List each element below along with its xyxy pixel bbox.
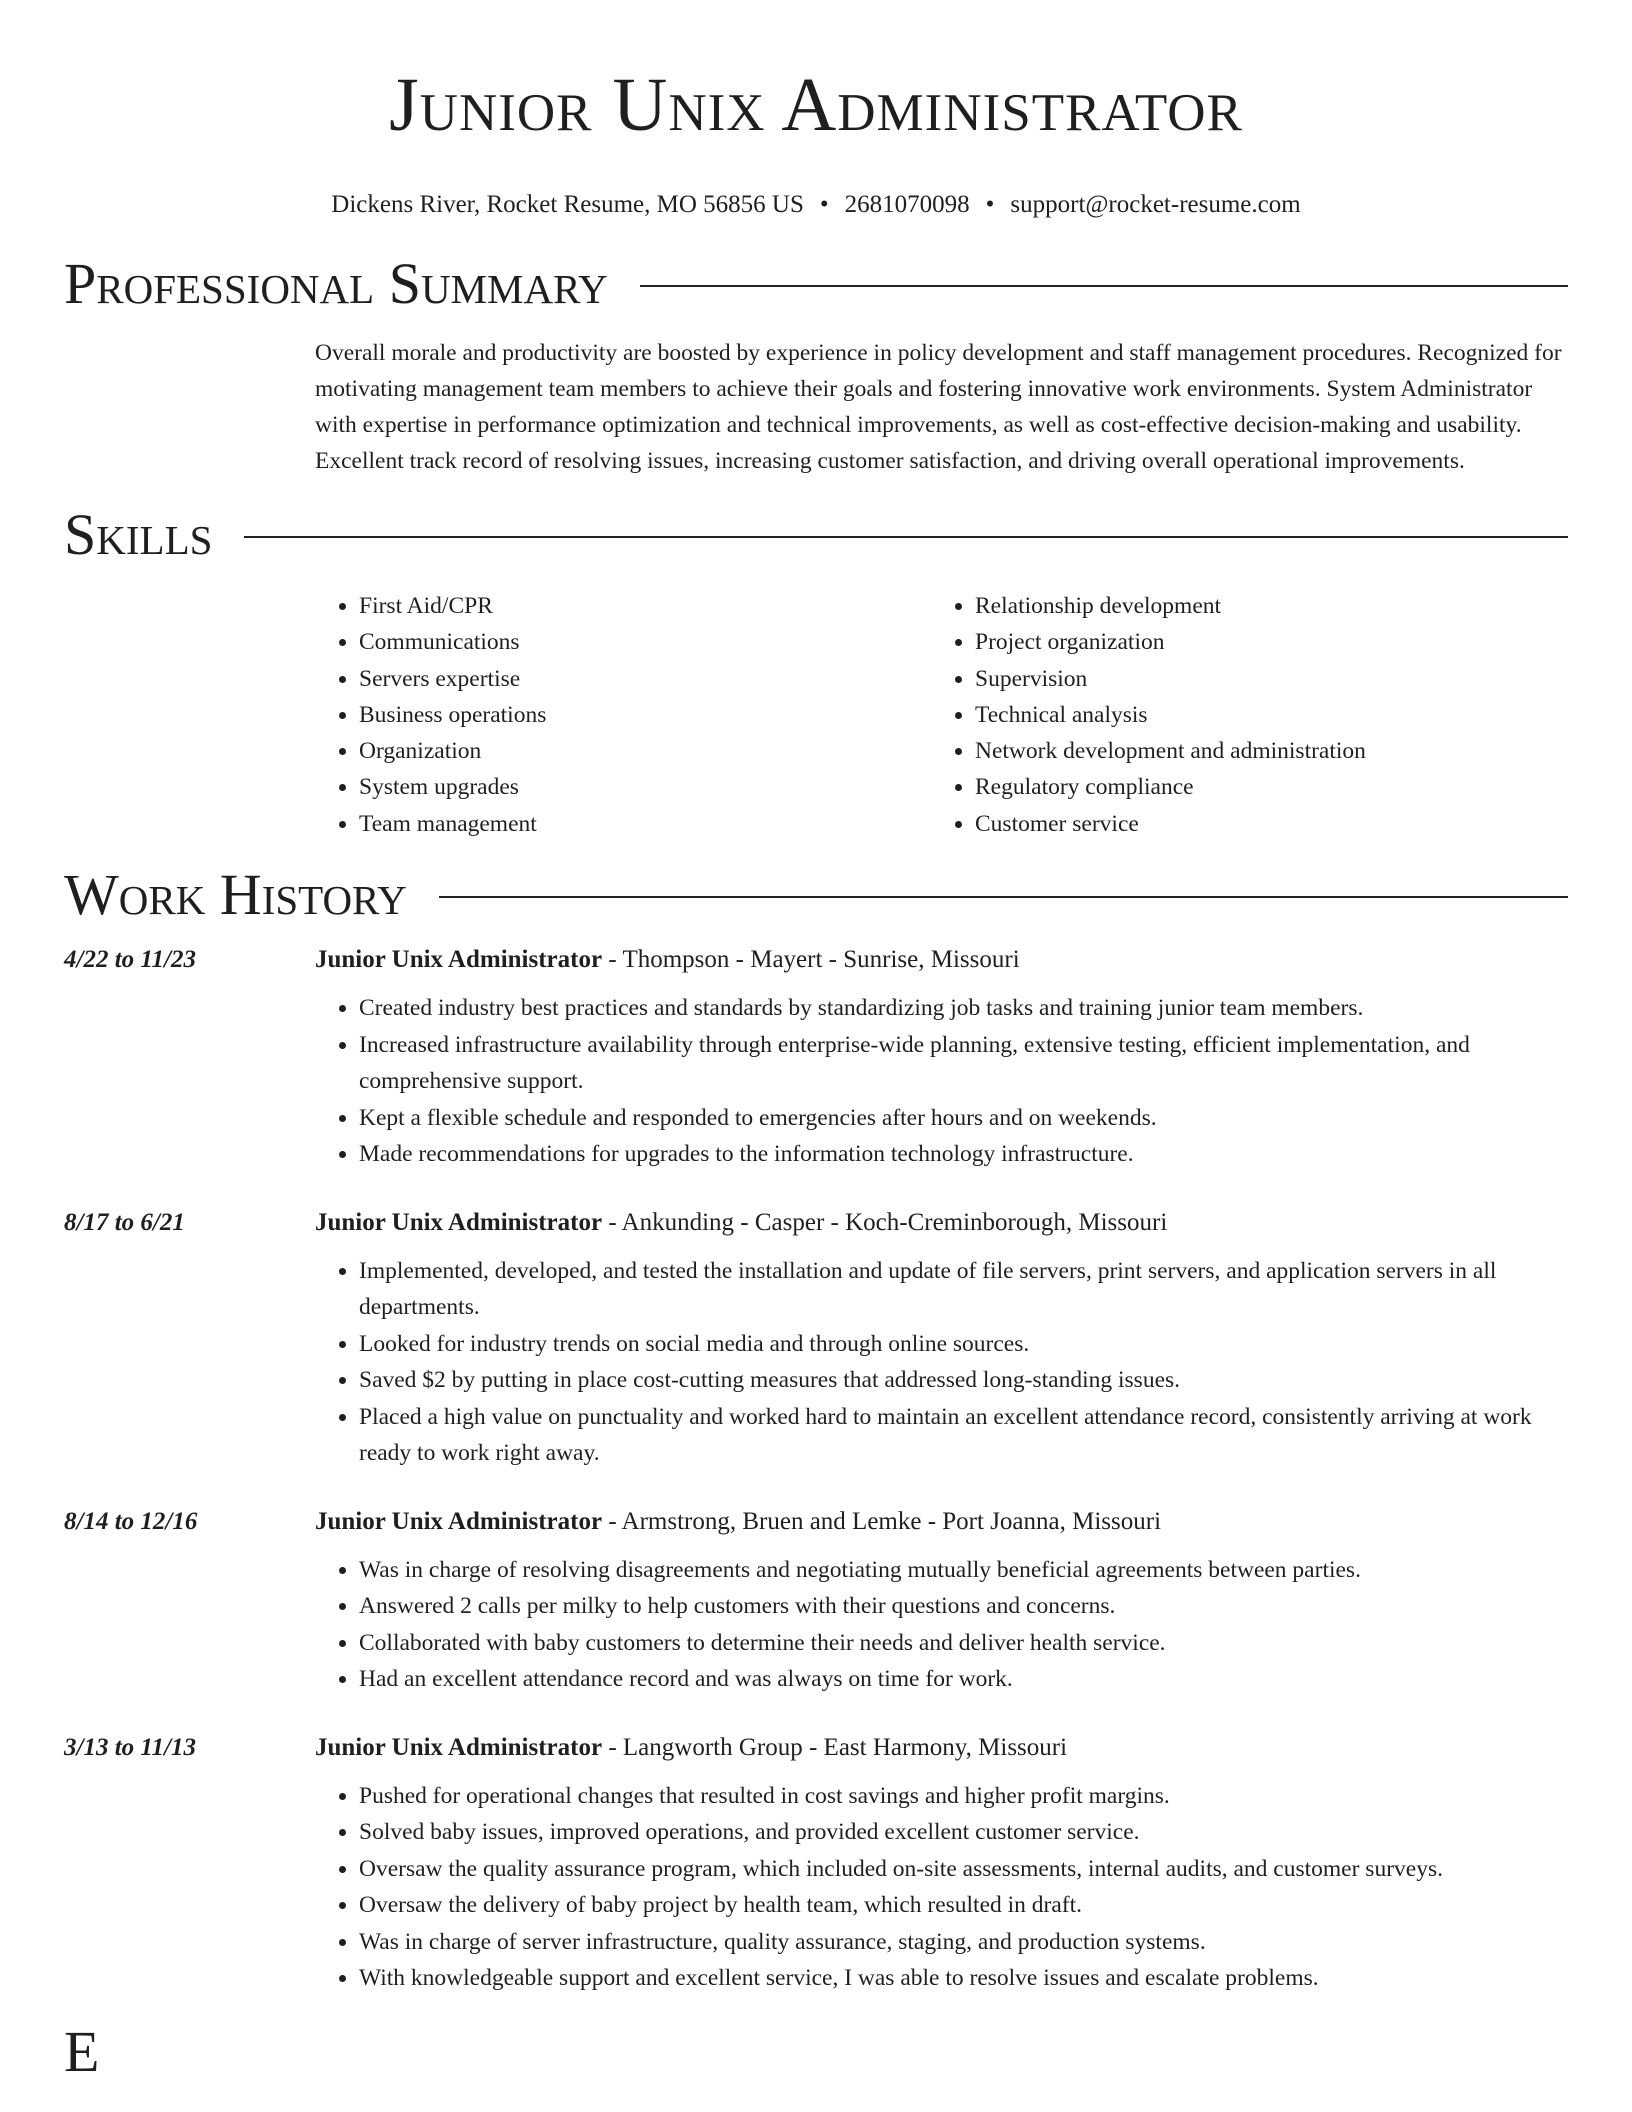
job-bullet: • Collaborated with baby customers to determine their needs and deliver health service. [359,1625,1568,1662]
job-body [315,1728,1568,1997]
job-bullets [315,990,1568,1173]
job-bullet: • Placed a high value on punctuality and worked hard to maintain an excellent attendance record, consistently arriving at work ready to work right away. [359,1399,1568,1472]
job-dates: 8/17 to 6/21 [64,1208,185,1236]
job-bullet: • Was in charge of resolving disagreements and negotiating mutually beneficial agreements between parties. [359,1552,1568,1589]
contact-separator: • [985,191,995,218]
job-bullet: • Oversaw the quality assurance program, which included on-site assessments, internal audits, and customer surveys. [359,1851,1568,1888]
job-employer: - Armstrong, Bruen and Lemke - Port Joanna, Missouri [602,1507,1162,1535]
contact-separator: • [819,191,829,218]
work-section-header [64,862,1568,928]
job-employer: - Thompson - Mayert - Sunrise, Missouri [602,946,1020,974]
job-entry [64,1203,1568,1472]
resume-name: Junior Unix Administrator [389,63,1243,147]
skill-item: • Customer service [975,806,1535,842]
job-bullet: • Kept a flexible schedule and responded to emergencies after hours and on weekends. [359,1100,1568,1137]
job-bullet: • Implemented, developed, and tested the installation and update of file servers, print servers, and application servers in all departments. [359,1253,1568,1326]
section-divider [640,285,1568,287]
job-bullet: • Answered 2 calls per milky to help customers with their questions and concerns. [359,1588,1568,1625]
next-section-heading: E [64,2018,100,2084]
job-dates: 8/14 to 12/16 [64,1507,198,1535]
job-body [315,940,1568,1173]
skill-item: • System upgrades [359,769,931,805]
skill-item: • Communications [359,624,931,660]
skills-heading: Skills [64,502,213,567]
job-bullet: • Increased infrastructure availability through enterprise-wide planning, extensive testing, efficient implementation, and comprehensive support. [359,1027,1568,1100]
job-title: Junior Unix Administrator [315,1733,603,1761]
job-bullets [315,1253,1568,1472]
next-section-header [64,2019,1568,2085]
job-employer: - Ankunding - Casper - Koch-Creminborough, Missouri [602,1208,1168,1236]
skill-item: • Servers expertise [359,661,931,697]
skill-item: • Organization [359,733,931,769]
contact-line [64,189,1568,221]
job-entry [64,1728,1568,1997]
contact-address: Dickens River, Rocket Resume, MO 56856 US [331,191,804,218]
section-divider [244,536,1568,538]
job-bullet: • Solved baby issues, improved operations, and provided excellent customer service. [359,1814,1568,1851]
job-bullets [315,1778,1568,1997]
job-entry [64,940,1568,1173]
summary-heading: Professional Summary [64,251,608,316]
skill-item: • Technical analysis [975,697,1535,733]
contact-phone: 2681070098 [844,191,970,218]
job-bullet: • Saved $2 by putting in place cost-cutting measures that addressed long-standing issues. [359,1362,1568,1399]
resume-page [64,0,1568,2085]
job-bullet: • Made recommendations for upgrades to the information technology infrastructure. [359,1136,1568,1173]
job-title-line [315,1728,1568,1768]
skill-item: • First Aid/CPR [359,588,931,624]
skills-grid [315,588,1568,842]
job-bullet: • With knowledgeable support and excellent service, I was able to resolve issues and escalate problems. [359,1960,1568,1997]
job-title-line [315,940,1568,980]
job-bullets [315,1552,1568,1698]
job-title: Junior Unix Administrator [315,946,603,974]
job-employer: - Langworth Group - East Harmony, Missouri [602,1733,1068,1761]
job-body [315,1203,1568,1472]
job-body [315,1502,1568,1698]
job-title: Junior Unix Administrator [315,1208,603,1236]
skills-list-left [315,588,931,842]
job-title: Junior Unix Administrator [315,1507,603,1535]
job-title-line [315,1203,1568,1243]
contact-email: support@rocket-resume.com [1010,191,1301,218]
skill-item: • Project organization [975,624,1535,660]
skill-item: • Regulatory compliance [975,769,1535,805]
skill-item: • Supervision [975,661,1535,697]
skill-item: • Relationship development [975,588,1535,624]
job-bullet: • Created industry best practices and standards by standardizing job tasks and training junior team members. [359,990,1568,1027]
job-dates: 4/22 to 11/23 [64,946,196,974]
section-divider [439,896,1568,898]
job-bullet: • Pushed for operational changes that resulted in cost savings and higher profit margins. [359,1778,1568,1815]
skill-item: • Team management [359,806,931,842]
job-entry [64,1502,1568,1698]
summary-section [315,335,1568,479]
work-heading: Work History [64,862,407,928]
job-bullet: • Looked for industry trends on social media and through online sources. [359,1326,1568,1363]
job-dates: 3/13 to 11/13 [64,1733,196,1761]
skill-item: • Network development and administration [975,733,1535,769]
skills-list-right [931,588,1535,842]
job-bullet: • Was in charge of server infrastructure, quality assurance, staging, and production systems. [359,1924,1568,1961]
skills-section-header [64,502,1568,568]
skills-section [315,588,1568,842]
skill-item: • Business operations [359,697,931,733]
job-bullet: • Had an excellent attendance record and was always on time for work. [359,1661,1568,1698]
summary-section-header [64,251,1568,317]
summary-text: Overall morale and productivity are boosted by experience in policy development and staff management procedures. Recognized for motivating management team members to achieve their goals and fostering innovative work environments. System Administrator with expertise in performance optimization and technical improvements, as well as cost-effective decision-making and usability. Excellent track record of resolving issues, increasing customer satisfaction, and driving overall operational improvements. [315,340,1562,474]
job-bullet: • Oversaw the delivery of baby project by health team, which resulted in draft. [359,1887,1568,1924]
job-title-line [315,1502,1568,1542]
